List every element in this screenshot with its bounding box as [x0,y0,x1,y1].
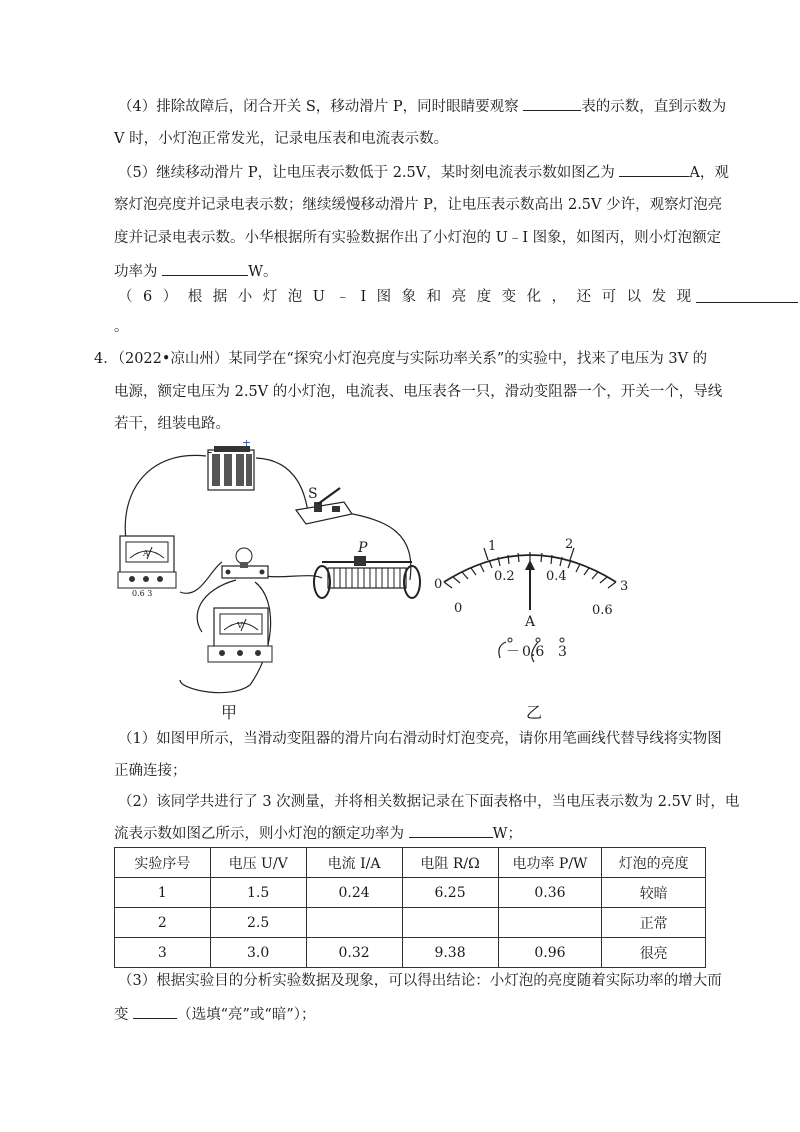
q3-p6-line2: 。 [114,319,129,335]
table-cell: 1.5 [210,878,306,908]
q3-p5-text-a: （5）继续移动滑片 P，让电压表示数低于 2.5V，某时刻电流表示数如图乙为 [118,165,620,181]
ammeter-terminals-label: 0.6 3 [132,589,153,598]
top-scale-2: 2 [565,537,574,552]
light-bulb-icon [222,548,268,578]
q4-p2-line2 [114,823,522,843]
figure-yi-caption: 乙 [526,703,543,722]
table-cell: 0.32 [306,938,402,968]
table-cell: 很亮 [602,938,706,968]
table-cell: 正常 [602,908,706,938]
terminal-0-6: 0.6 [522,644,545,660]
table-row [115,878,706,908]
table-cell: 0.36 [498,878,602,908]
bottom-scale-0-4: 0.4 [546,569,567,584]
table-cell: 3.0 [210,938,306,968]
q3-p6-line1: （6）根据小灯泡U﹣I图象和亮度变化，还可以发现 [118,289,702,305]
switch-icon [296,486,352,524]
table-cell: 较暗 [602,878,706,908]
voltmeter-face-label: V [237,621,243,630]
table-cell[interactable] [498,908,602,938]
q4-p1-line2: 正确连接； [114,763,187,779]
table-cell: 2.5 [210,908,306,938]
answer-blank-discovery[interactable] [696,288,798,303]
answer-blank-rated-power[interactable] [162,261,248,276]
rheostat-icon [314,540,420,598]
bottom-scale-0-2: 0.2 [494,569,515,584]
top-scale-0: 0 [434,577,443,592]
q3-p5-text-c: 功率为 [114,264,163,280]
q4-p3-line1: （3）根据实验目的分析实验数据及现象，可以得出结论：小灯泡的亮度随着实际功率的增大而 [118,973,722,989]
table-header: 电阻 R/Ω [402,848,498,878]
q3-p5-line4 [114,261,278,281]
table-cell: 6.25 [402,878,498,908]
ammeter-face-label: A [143,549,149,558]
q4-intro-line1: 4．（2022•凉山州）某同学在“探究小灯泡亮度与实际功率关系”的实验中，找来了电压为 3V 的 [94,351,708,367]
table-cell[interactable] [402,908,498,938]
answer-blank-rated-power-q4[interactable] [409,823,493,838]
q3-p4-line1 [118,96,726,116]
table-cell: 0.24 [306,878,402,908]
table-row [115,938,706,968]
ammeter-icon [118,536,176,598]
q4-p2-text-b: W； [492,826,523,842]
voltmeter-icon [208,608,272,662]
answer-blank-current[interactable] [619,162,689,177]
table-cell: 3 [115,938,211,968]
table-row [115,908,706,938]
q3-p5-text-b: A，观 [689,165,729,181]
bottom-scale-0: 0 [454,601,463,616]
q3-p4-text-a: （4）排除故障后，闭合开关 S，移动滑片 P，同时眼睛要观察 [118,99,524,115]
table-cell[interactable] [306,908,402,938]
q3-p5-line2: 察灯泡亮度并记录电表示数；继续缓慢移动滑片 P，让电压表示数高出 2.5V 少许，观察灯泡亮 [114,197,723,213]
answer-blank-brightness[interactable] [133,1004,177,1019]
q3-p5-line3: 度并记录电表示数。小华根据所有实验数据作出了小灯泡的 U﹣I 图象，如图丙，则小灯泡额定 [114,230,722,246]
table-header-row [115,848,706,878]
q3-p5-line1 [118,162,729,182]
table-header: 电功率 P/W [498,848,602,878]
top-scale-1: 1 [488,539,497,554]
q4-p1-line1: （1）如图甲所示，当滑动变阻器的滑片向右滑动时灯泡变亮，请你用笔画线代替导线将实物图 [118,731,722,747]
table-header: 灯泡的亮度 [602,848,706,878]
answer-blank-meter[interactable] [523,96,581,111]
circuit-diagram-jia [110,440,430,700]
table-header: 电压 U/V [210,848,306,878]
q4-p2-text-a: 流表示数如图乙所示，则小灯泡的额定功率为 [114,826,409,842]
q4-p3-text-a: 变 [114,1007,134,1023]
table-cell: 9.38 [402,938,498,968]
table-cell: 2 [115,908,211,938]
q3-p4-text-b: 表的示数，直到示数为 [581,99,727,115]
table-header: 电流 I/A [306,848,402,878]
q3-p4-line2: V 时，小灯泡正常发光，记录电压表和电流表示数。 [114,131,449,147]
battery-minus-label: - [208,445,213,459]
battery-icon [208,440,254,490]
q4-intro-line3: 若干，组装电路。 [114,416,230,432]
table-cell: 1 [115,878,211,908]
terminal-3: 3 [558,644,567,660]
q3-p5-text-d: W。 [248,264,278,280]
table-header: 实验序号 [115,848,211,878]
q4-intro-line2: 电源，额定电压为 2.5V 的小灯泡，电流表、电压表各一只，滑动变阻器一个，开关一个，导线 [114,384,723,400]
slider-label: P [358,540,368,556]
q4-p3-text-b: （选填“亮”或“暗”）； [177,1007,316,1023]
measurement-table [114,847,706,968]
ammeter-dial-yi [420,530,640,670]
q4-p2-line1: （2）该同学共进行了 3 次测量，并将相关数据记录在下面表格中，当电压表示数为 2.5V 时，电 [118,794,740,810]
dial-unit: A [525,614,536,630]
battery-plus-label: + [242,440,252,449]
terminal-minus: － [506,644,520,660]
figure-jia-caption: 甲 [221,703,238,722]
bottom-scale-0-6: 0.6 [592,603,613,618]
q4-p3-line2 [114,1004,316,1024]
switch-label: S [308,486,318,502]
top-scale-3: 3 [620,579,629,594]
table-cell: 0.96 [498,938,602,968]
